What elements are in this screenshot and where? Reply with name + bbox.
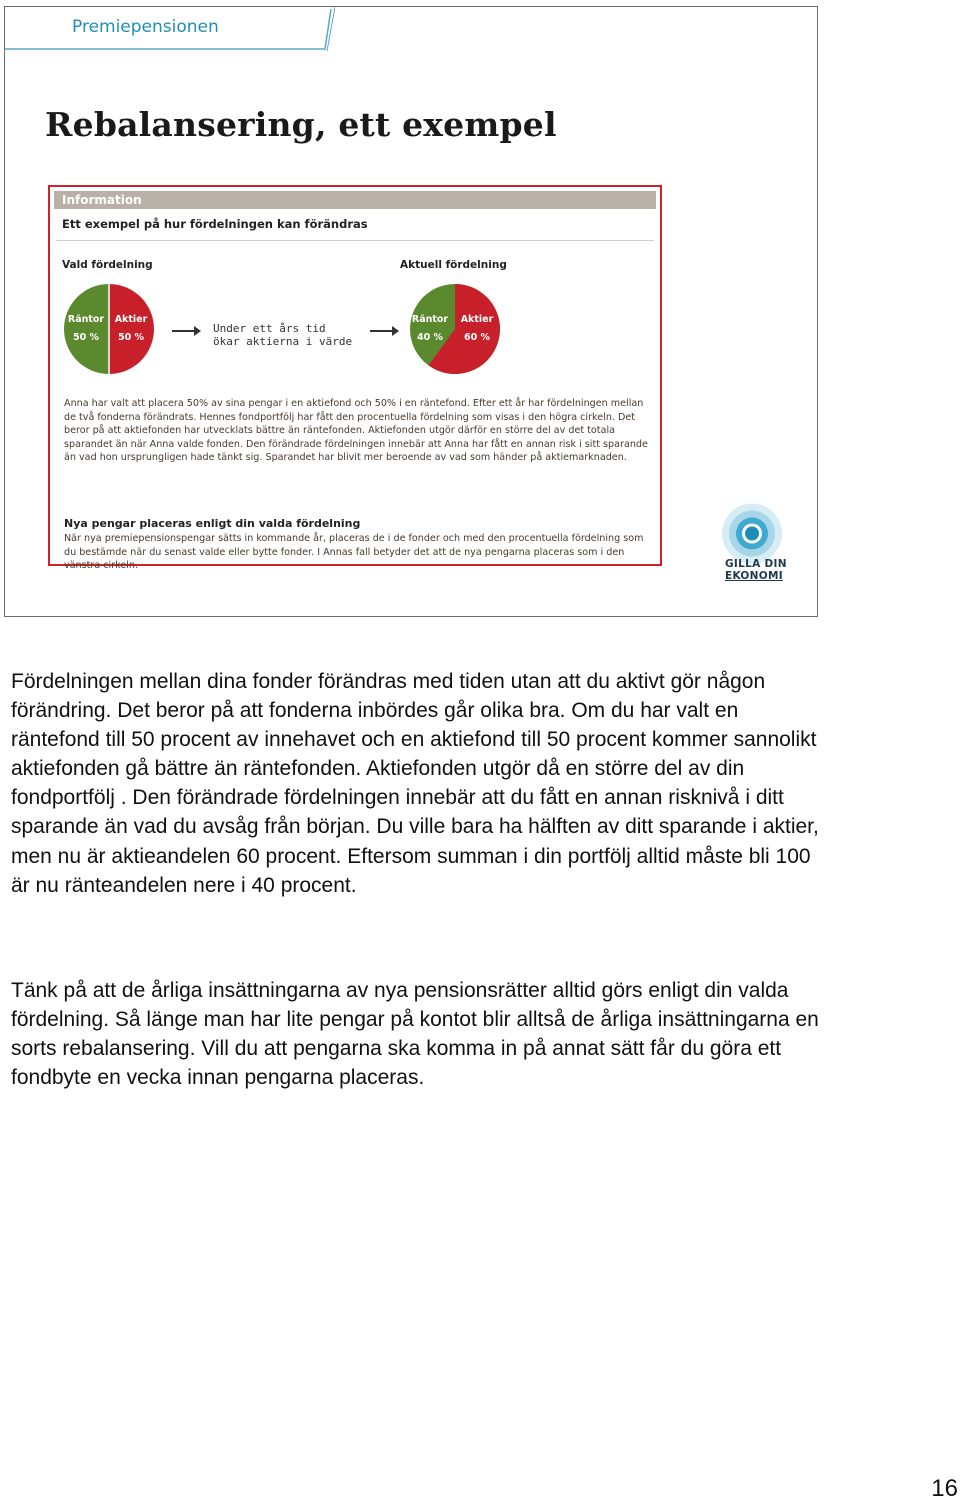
left-pie-aktier-label: Aktier [114,314,148,325]
left-pie-aktier-value: 50 % [117,332,145,343]
page-number: 16 [931,1475,958,1502]
panel-subhead: Ett exempel på hur fördelningen kan förändras [62,217,368,231]
left-pie-rantor-slice [64,284,109,374]
right-pie-rantor-label: Räntor [411,314,449,325]
notes-paragraph2: Tänk på att de årliga insättningarna av nya pensionsrätter alltid görs enligt din valda fördelning. Så länge man har lite pengar på kontot blir alltså de årliga insättningarna en sorts rebalansering. Vill du att pengarna ska komma in på annat sätt får du göra ett fondbyte en vecka innan pengarna placeras. [11,979,819,1090]
info-bar: Information [54,191,656,209]
arrow-right-icon [172,325,202,337]
notes-paragraph1: Fördelningen mellan dina fonder förändras med tiden utan att du aktivt gör någon förändring. Det beror på att fonderna inbördes går olika bra. Om du har valt en räntefond till 50 procent av innehavet och en aktiefond till 50 procent kommer sannolikt aktiefonden gå bättre än räntefonden. Aktiefonden utgör då en större del av din fondportfölj . Den förändrade fördelningen innebär att du fått en annan risknivå i ditt sparande än vad du avsåg från början. Du ville bara ha hälften av ditt sparande i aktier, men nu är aktieandelen 60 procent. Eftersom summan i din portfölj alltid måste bli 100 är nu ränteandelen nere i 40 procent. [11,670,819,897]
right-pie-aktier-label: Aktier [460,314,494,325]
middle-text-line1: Under ett års tid [213,322,326,335]
middle-text-line2: ökar aktierna i värde [213,335,353,348]
logo-line1: GILLA DIN [725,558,787,570]
right-pie-label: Aktuell fördelning [400,259,507,271]
left-pie-chart [62,282,156,376]
panel-paragraph1: Anna har valt att placera 50% av sina pengar i en aktiefond och 50% i en räntefond. Efter ett år har fördelningen mellan de två fonderna förändrats. Hennes fondportfölj har fått den procentuella fördelning som visas i den högra cirkeln. Det beror på att aktiefonden har utvecklats bättre än räntefonden. Aktiefonden utgör därför en större del av det totala sparandet än när Anna valde fonden. Den förändrade fördelningen innebär att Anna har fått en annan risk i sitt sparande än vad hon ursprungligen hade tänkt sig. Sparandet har blivit mer beroende av vad som händer på aktiemarknaden. [64,398,648,463]
info-panel [48,185,662,571]
right-pie-chart [408,282,502,376]
left-pie-rantor-value: 50 % [72,332,100,343]
right-pie-aktier-value: 60 % [463,332,491,343]
left-pie-aktier-slice [109,284,154,374]
slide-title: Rebalansering, ett exempel [45,105,557,144]
panel-paragraph2: När nya premiepensionspengar sätts in kommande år, placeras de i de fonder och med den procentuella fördelning som du bestämde när du senast valde eller bytte fonder. I Annas fall betyder det att de nya pengarna placeras som i den vänstra cirkeln. [64,533,644,571]
logo-text [725,558,787,582]
logo-line2: EKONOMI [725,570,783,582]
slide-header-text: Premiepensionen [72,17,219,37]
middle-text [213,322,352,348]
left-pie-label: Vald fördelning [62,259,153,271]
right-pie-rantor-value: 40 % [416,332,444,343]
slide-header-tab [5,7,335,49]
arrow-right-icon [370,325,400,337]
divider [56,240,654,241]
panel-heading2: Nya pengar placeras enligt din valda fördelning [64,517,361,530]
slide [4,6,818,617]
left-pie-rantor-label: Räntor [67,314,105,325]
